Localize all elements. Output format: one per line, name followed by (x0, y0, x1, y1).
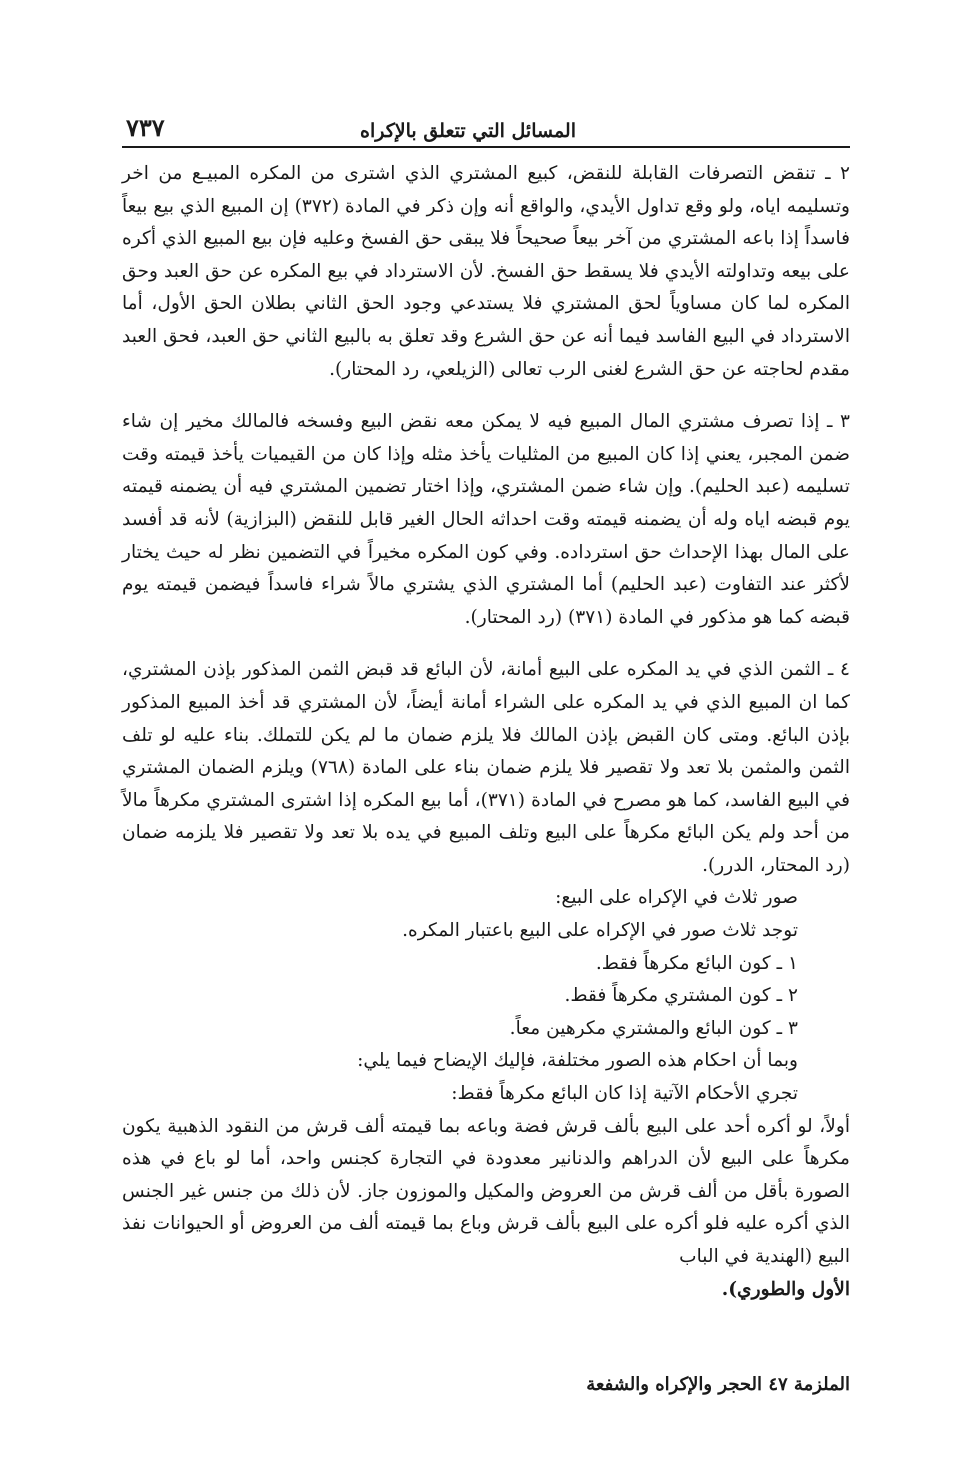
page-footer: الملزمة ٤٧ الحجر والإكراه والشفعة (586, 1374, 850, 1395)
page-header (122, 108, 850, 146)
book-page (122, 108, 850, 1395)
sale-coercion-section (122, 882, 850, 1110)
section-rule-intro: تجري الأحكام الآتية إذا كان البائع مكرهاً فقط: (451, 1083, 798, 1105)
paragraph-3: ٣ ـ إذا تصرف مشتري المال المبيع فيه لا يمكن معه نقض البيع وفسخه فالمالك مخير إن شاء ضمن المجبر، يعني إذا كان المبيع من المثليات يأخذ مثله وإذا كان من القيميات يأخذ قيمته وقت تسليمه (عبد الحليم). وإن شاء ضمن المشتري، وإذا اختار تضمين المشتري فيه أن يضمنه قيمته يوم قبضه اياه وله أن يضمنه قيمته وقت احداثه الحال الغير قابل للنقض (البزازية) لأنه قد أفسد على المال بهذا الإحداث حق استرداده. وفي كون المكره مخيراً في التضمين نظر له حيث يختار لأكثر عند التفاوت (عبد الحليم) أما المشتري الذي يشتري مالاً شراء فاسداً فيضمن قيمته يوم قبضه كما هو مذكور في المادة (٣٧١) (رد المحتار). (122, 411, 850, 628)
section-heading: صور ثلاث في الإكراه على البيع: (555, 887, 798, 909)
paragraph-4: ٤ ـ الثمن الذي في يد المكره على البيع أمانة، لأن البائع قد قبض الثمن المذكور بإذن المشتري، كما ان المبيع الذي في يد المكره على الشراء أمانة أيضاً، لأن المشتري قد أخذ المبيع المذكور بإذن البائع. ومتى كان القبض بإذن المالك فلا يلزم ضمان ما لم يكن للتملك. بناء عليه لو تلف الثمن والمثمن بلا تعد ولا تقصير فلا يلزم ضمان بناء على المادة (٧٦٨) ويلزم الضمان المشتري في البيع الفاسد، كما هو مصرح في المادة (٣٧١)، أما بيع المكره إذا اشترى المشتري مكرهاً مالاً من أحد ولم يكن البائع مكرهاً على البيع وتلف المبيع في يده بلا تعد ولا تقصير فلا يلزمه ضمان (رد المحتار، الدرر). (122, 659, 850, 876)
case-item-3: ٣ ـ كون البائع والمشتري مكرهين معاً. (509, 1017, 798, 1039)
page-body (122, 158, 850, 1306)
paragraph-2: ٢ ـ تنقض التصرفات القابلة للنقض، كبيع المشتري الذي اشترى من المكره المبيـع من اخر وتسليمه اياه، ولو وقع تداول الأيدي، والواقع أنه وإن ذكر في المادة (٣٧٢) إن المبيع الذي بيع بيعاً فاسداً إذا باعه المشتري من آخر بيعاً صحيحاً فلا يبقى حق الفسخ وعليه فإن بيع المبيع الذي أكره على بيعه وتداولته الأيدي فلا يسقط حق الفسخ. لأن الاسترداد في بيع المكره عن حق العبد وحق المكره لما كان مساوياً لحق المشتري فلا يستدعي وجود الحق الثاني بطلان الحق الأول، أما الاسترداد في البيع الفاسد فيما أنه عن حق الشرع وقد تعلق به بالبيع الثاني حق العبد، فحق العبد مقدم لحاجته عن حق الشرع لغنى الرب تعالى (الزيلعي، رد المحتار). (122, 163, 850, 380)
section-intro: توجد ثلاث صور في الإكراه على البيع باعتبار المكره. (402, 920, 798, 942)
page-number: ٧٣٧ (126, 113, 165, 142)
case-item-2: ٢ ـ كون المشتري مكرهاً فقط. (564, 985, 798, 1007)
case-item-1: ١ ـ كون البائع مكرهاً فقط. (595, 952, 798, 974)
final-paragraph (122, 1111, 850, 1307)
final-citation: الأول والطوري). (721, 1278, 850, 1300)
final-paragraph-text: أولاً، لو أكره أحد على البيع بألف قرش فضة وباعه بما قيمته ألف قرش من النقود الذهبية يكون مكرهاً على البيع لأن الدراهم والدنانير معدودة في التجارة كجنس واحد، أما لو باع في هذه الصورة بأقل من ألف قرش من العروض والمكيل والموزون جاز. لأن ذلك من جنس غير الجنس الذي أكره عليه فلو أكره على البيع بألف قرش وباع بما قيمته ألف من العروض أو الحيوانات نفذ البيع (الهندية في الباب (122, 1115, 850, 1267)
page-title: المسائل التي تتعلق بالإكراه (360, 120, 576, 142)
section-note: وبما أن احكام هذه الصور مختلفة، فإليك الإيضاح فيما يلي: (357, 1050, 798, 1072)
header-rule (122, 146, 850, 148)
